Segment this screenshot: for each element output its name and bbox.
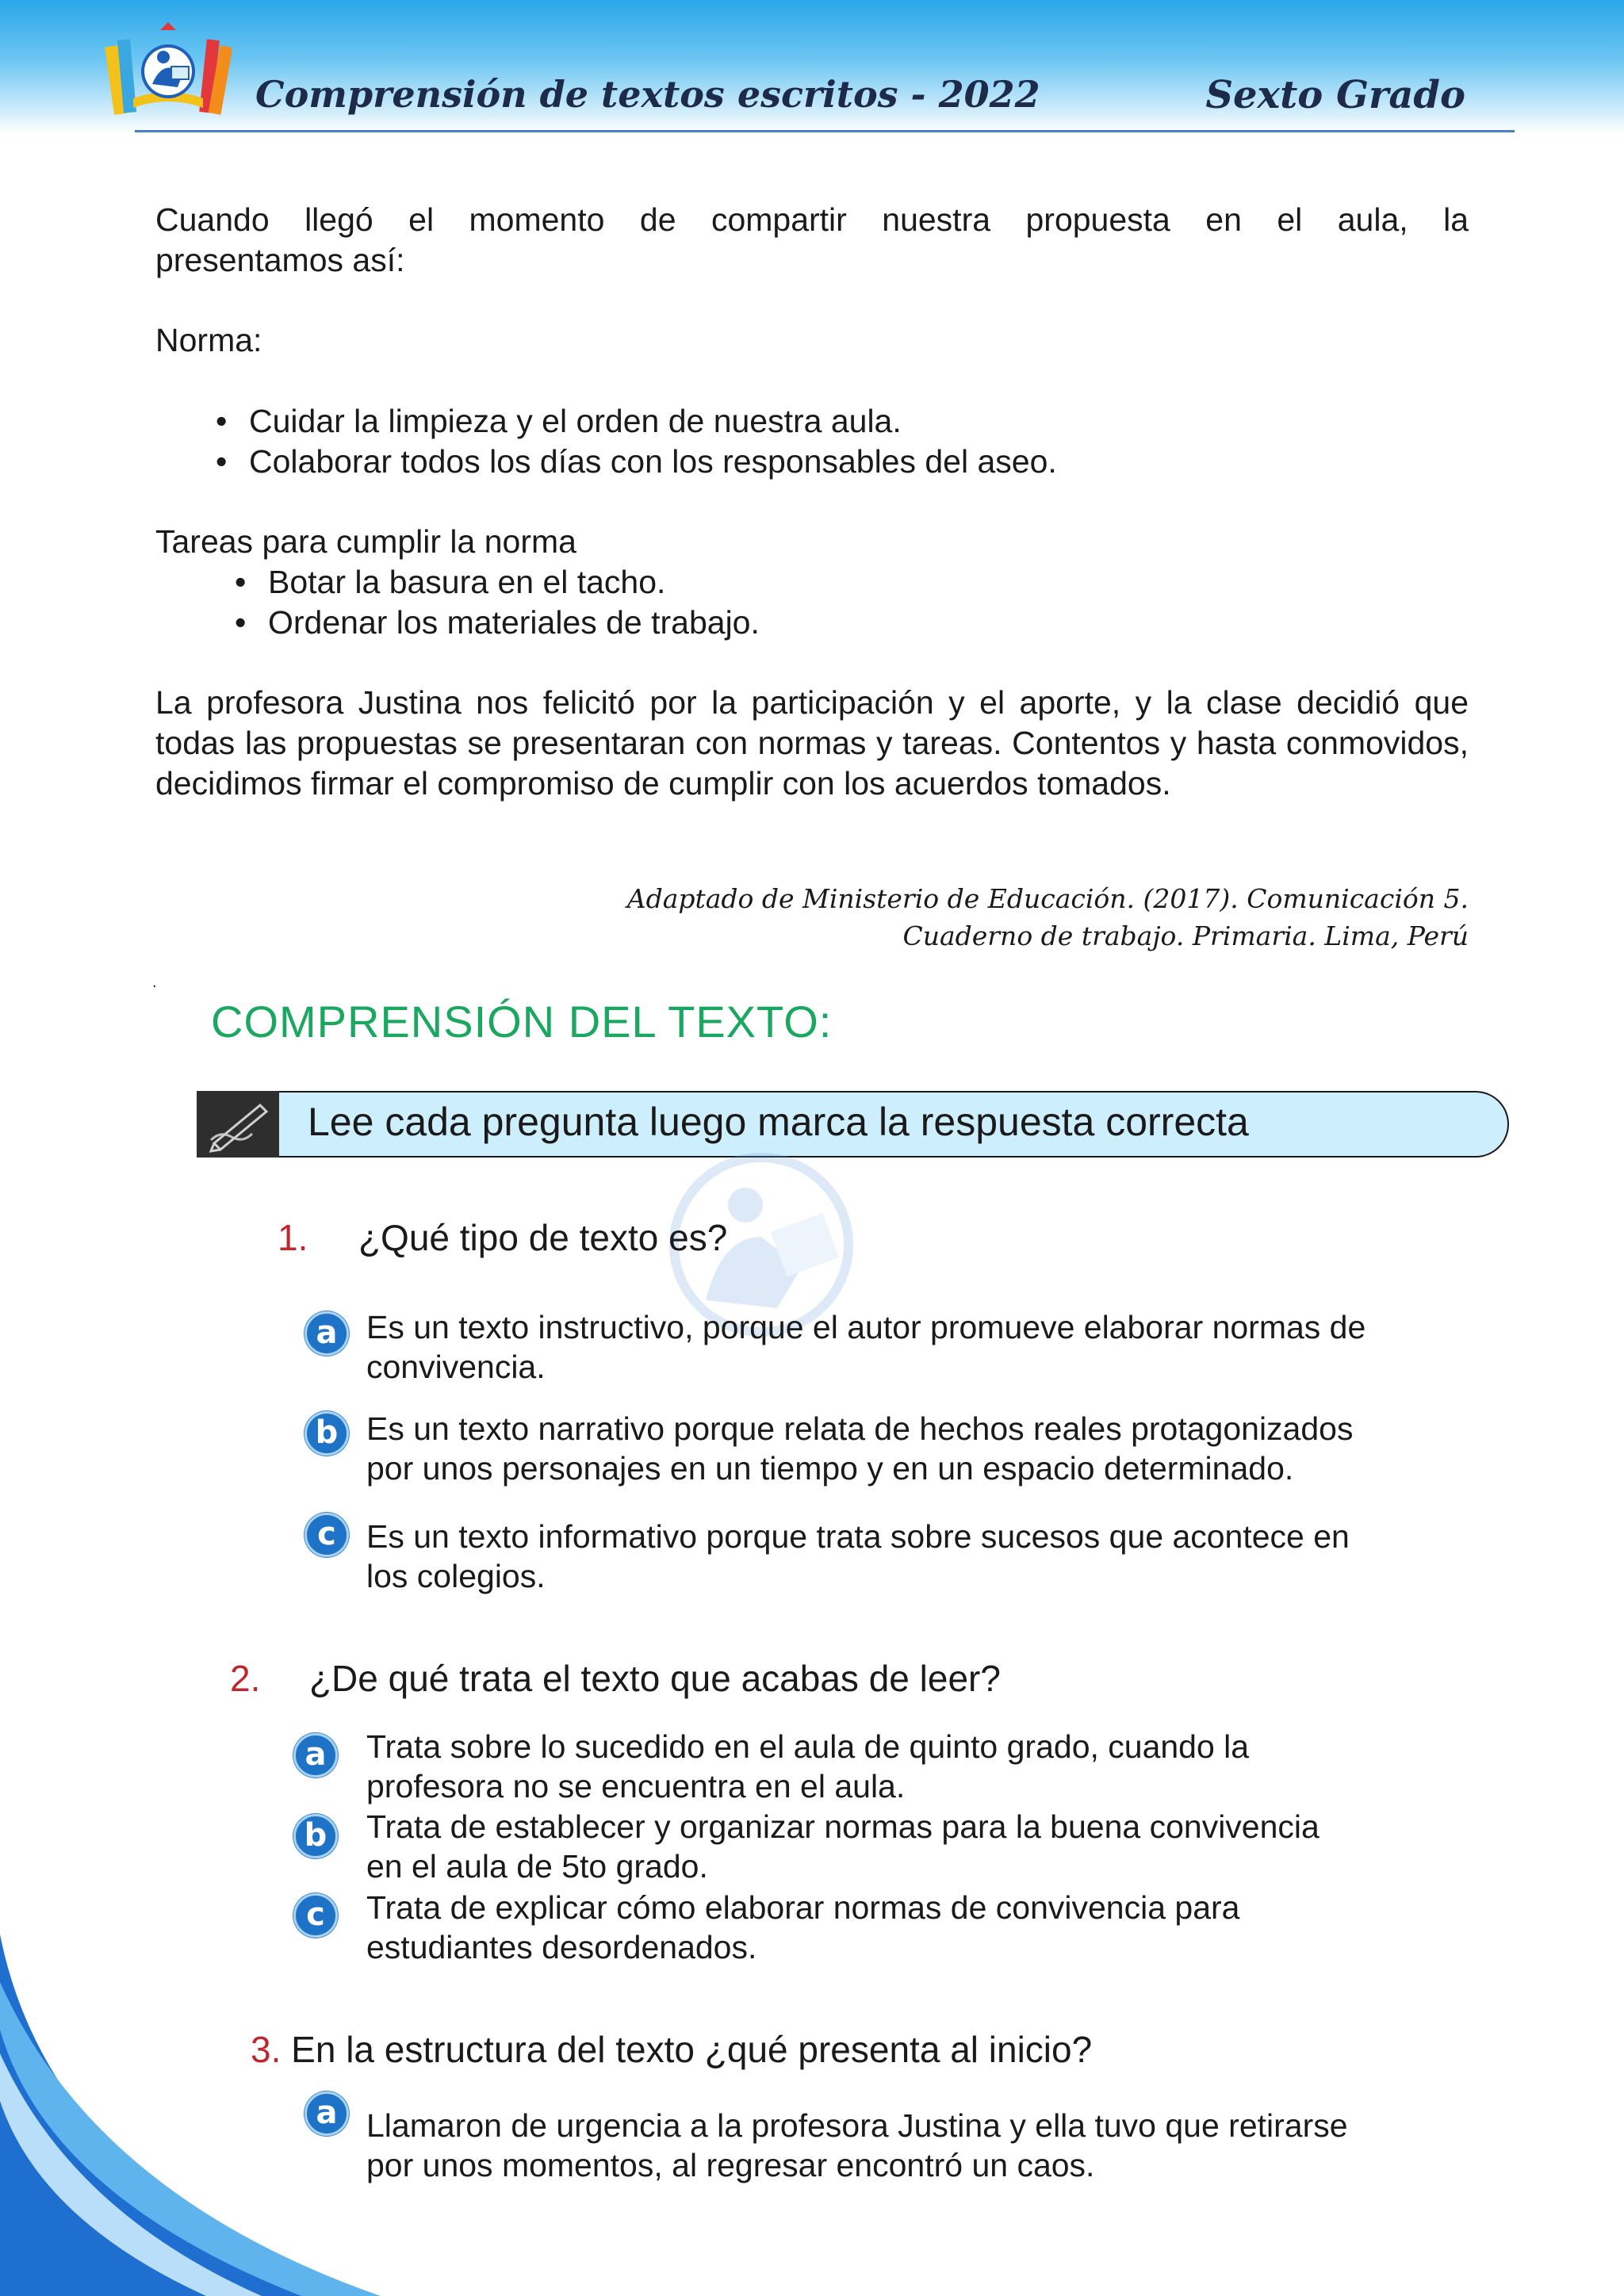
list-item: • Botar la basura en el tacho. [235, 562, 760, 603]
option-line: estudiantes desordenados. [366, 1929, 757, 1965]
list-item: • Cuidar la limpieza y el orden de nuestra aula. [216, 401, 1057, 442]
question-number: 1. [278, 1217, 308, 1258]
question-1 [278, 1216, 727, 1259]
option-1a[interactable] [366, 1307, 1477, 1387]
norma-label: Norma: [155, 322, 262, 358]
question-text: En la estructura del texto ¿qué presenta al inicio? [291, 2029, 1093, 2070]
option-2a[interactable] [366, 1727, 1477, 1806]
header-title: Comprensión de textos escritos - 2022 [255, 73, 1040, 116]
option-a-badge[interactable]: a [304, 2091, 349, 2136]
option-3a[interactable] [366, 2106, 1477, 2185]
option-c-badge[interactable]: c [293, 1893, 338, 1938]
option-a-badge[interactable]: a [293, 1733, 338, 1777]
option-line: Trata de explicar cómo elaborar normas de convivencia para [366, 1889, 1240, 1926]
closing-paragraph: La profesora Justina nos felicitó por la participación y el aporte, y la clase decidió que todas las propuestas se presentaran con normas y tareas. Contentos y hasta conmovidos, decidimos firmar el compromiso de cumplir con los acuerdos tomados. [155, 684, 1469, 802]
citation-line-2: Cuaderno de trabajo. Primaria. Lima, Perú [902, 920, 1469, 951]
option-line: los colegios. [366, 1558, 546, 1594]
option-1b[interactable] [366, 1409, 1477, 1488]
stray-dot: . [152, 974, 157, 991]
option-line: Llamaron de urgencia a la profesora Justina y ella tuvo que retirarse [366, 2107, 1348, 2144]
instruction-text: Lee cada pregunta luego marca la respuesta correcta [308, 1100, 1249, 1144]
option-line: convivencia. [366, 1349, 546, 1385]
option-line: Es un texto informativo porque trata sobre sucesos que acontece en [366, 1518, 1350, 1555]
option-a-badge[interactable]: a [304, 1311, 349, 1356]
tareas-list [235, 562, 760, 643]
option-1c[interactable] [366, 1517, 1477, 1596]
option-line: Trata de establecer y organizar normas para la buena convivencia [366, 1808, 1320, 1845]
question-number: 2. [230, 1658, 261, 1699]
option-line: por unos personajes en un tiempo y en un espacio determinado. [366, 1450, 1294, 1487]
header-rule [135, 130, 1515, 132]
question-text: ¿Qué tipo de texto es? [358, 1217, 728, 1258]
instruction-banner [197, 1091, 1509, 1158]
option-c-badge[interactable]: c [304, 1513, 349, 1557]
question-text: ¿De qué trata el texto que acabas de leer? [308, 1658, 1001, 1699]
section-title: COMPRENSIÓN DEL TEXTO: [211, 997, 833, 1047]
intro-line-2: presentamos así: [155, 242, 405, 278]
option-line: profesora no se encuentra en el aula. [366, 1768, 906, 1804]
option-line: Trata sobre lo sucedido en el aula de quinto grado, cuando la [366, 1728, 1250, 1765]
question-2 [230, 1657, 1001, 1700]
tareas-label: Tareas para cumplir la norma [155, 523, 576, 560]
intro-line-1: Cuando llegó el momento de compartir nuestra propuesta en el aula, la [155, 201, 1469, 238]
list-item: • Ordenar los materiales de trabajo. [235, 603, 760, 643]
option-b-badge[interactable]: b [304, 1411, 349, 1456]
option-line: por unos momentos, al regresar encontró un caos. [366, 2147, 1095, 2183]
question-number: 3. [251, 2029, 282, 2070]
option-2b[interactable] [366, 1807, 1477, 1886]
option-line: en el aula de 5to grado. [366, 1848, 708, 1885]
option-2c[interactable] [366, 1888, 1477, 1967]
header-grade: Sexto Grado [1205, 73, 1465, 117]
citation-line-1: Adaptado de Ministerio de Educación. (2017). Comunicación 5. [626, 883, 1469, 914]
pencil-writing-icon [197, 1091, 279, 1158]
decorative-swoosh [0, 1934, 396, 2296]
list-item: • Colaborar todos los días con los responsables del aseo. [216, 442, 1057, 482]
option-b-badge[interactable]: b [293, 1814, 338, 1858]
option-line: Es un texto narrativo porque relata de hechos reales protagonizados [366, 1410, 1354, 1447]
norma-list [216, 401, 1057, 482]
option-line: Es un texto instructivo, porque el autor promueve elaborar normas de [366, 1309, 1366, 1345]
books-reader-logo-icon [105, 22, 232, 124]
